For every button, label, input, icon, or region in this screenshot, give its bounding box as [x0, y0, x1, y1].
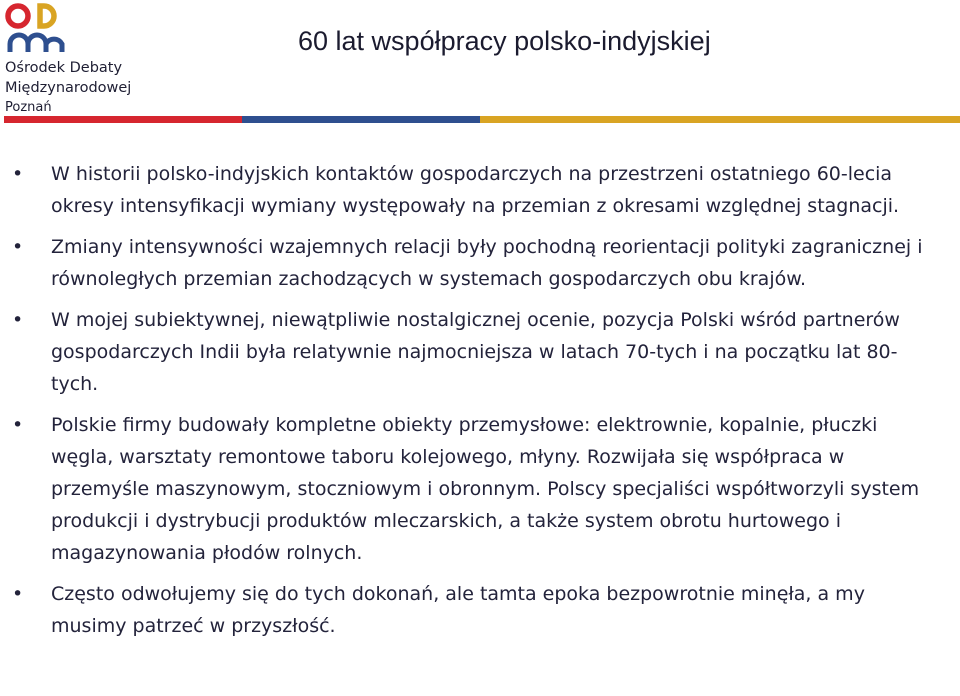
logo-line-2: Międzynarodowej: [5, 80, 132, 96]
list-item: [12, 304, 942, 400]
bullet-list: [12, 158, 942, 642]
list-item-text: W historii polsko-indyjskich kontaktów gospodarczych na przestrzeni ostatniego 60-lecia okresy intensyfikacji wymiany występowały na przemian z okresami względnej stagnacji.: [51, 163, 900, 217]
bullet-icon: •: [12, 163, 24, 185]
list-item: [12, 231, 942, 295]
logo-line-1: Ośrodek Debaty: [5, 60, 123, 76]
bullet-icon: •: [12, 583, 24, 605]
list-item-text: Polskie firmy budowały kompletne obiekty przemysłowe: elektrownie, kopalnie, płuczki węgla, warsztaty remontowe taboru kolejowego, młyny. Rozwijała się współpraca w przemyśle maszynowym, stoczniowym i obronnym. Polscy specjaliści współtworzyli system produkcji i dystrybucji produktów mleczarskich, a także system obrotu hurtowego i magazynowania płodów rolnych.: [51, 414, 920, 564]
slide-content: [12, 158, 942, 651]
logo-line-3: Poznań: [5, 100, 52, 115]
bullet-icon: •: [12, 309, 24, 331]
divider-segment-gold: [480, 116, 960, 123]
page-title: 60 lat współpracy polsko-indyjskiej: [298, 26, 711, 56]
list-item-text: Zmiany intensywności wzajemnych relacji były pochodną reorientacji polityki zagranicznej i równoległych przemian zachodzących w systemach gospodarczych obu krajów.: [51, 236, 923, 290]
logo-mark-icon: [4, 2, 66, 54]
organization-logo: [4, 2, 184, 118]
list-item-text: W mojej subiektywnej, niewątpliwie nostalgicznej ocenie, pozycja Polski wśród partnerów gospodarczych Indii była relatywnie najmocniejsza w latach 70-tych i na początku lat 80-tych.: [51, 309, 900, 395]
list-item: [12, 409, 942, 569]
bullet-icon: •: [12, 414, 24, 436]
divider-segment-blue: [242, 116, 480, 123]
divider-segment-red: [4, 116, 242, 123]
list-item: [12, 578, 942, 642]
list-item-text: Często odwołujemy się do tych dokonań, ale tamta epoka bezpowrotnie minęła, a my musimy patrzeć w przyszłość.: [51, 583, 865, 637]
logo-text: [5, 58, 131, 118]
header-divider: [4, 116, 960, 123]
list-item: [12, 158, 942, 222]
bullet-icon: •: [12, 236, 24, 258]
